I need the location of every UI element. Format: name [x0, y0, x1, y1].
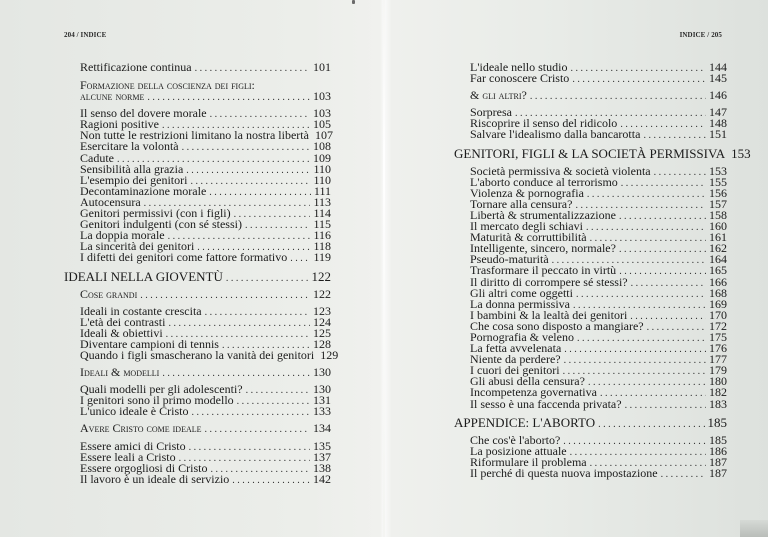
toc-page-number: 119: [313, 250, 331, 265]
toc-section-entry: [80, 91, 331, 102]
dot-leader: [191, 407, 310, 418]
toc-entry-title: Il diritto di corrompere sé stessi?: [470, 274, 628, 289]
toc-entry-title: Gli altri come oggetti: [470, 285, 573, 300]
toc-entry-title: I genitori sono il primo modello: [80, 393, 234, 408]
toc-page-number: 153: [731, 145, 751, 161]
toc-entry-title: La donna permissiva: [470, 296, 570, 311]
dot-leader: [189, 442, 310, 453]
toc-entry-title: Che cosa sono disposto a mangiare?: [470, 318, 644, 333]
toc-entry-title: Decontaminazione morale: [80, 183, 207, 198]
toc-entry-title: Trasformare il peccato in virtù: [470, 263, 617, 278]
toc-entry-title: L'unico ideale è Cristo: [80, 404, 189, 419]
dot-leader: [586, 222, 706, 233]
toc-entry-title: Gli abusi della censura?: [470, 374, 585, 389]
dot-leader: [564, 355, 706, 366]
toc-entry-title: Quali modelli per gli adolescenti?: [80, 382, 243, 397]
dot-leader: [572, 74, 706, 85]
toc-entry-title: Quando i figli smascherano la vanità dei genitori: [80, 347, 315, 362]
toc-page-number: 185: [707, 414, 727, 430]
dot-leader: [147, 92, 310, 103]
toc-entry-title: Ideali & obiettivi: [80, 325, 163, 340]
dot-leader: [290, 253, 310, 264]
dot-leader: [577, 333, 706, 344]
dot-leader: [182, 142, 310, 153]
dot-leader: [246, 385, 310, 396]
toc-entry-title: Il senso del dovere morale: [80, 106, 207, 121]
toc-section-entry: [80, 367, 331, 378]
dot-leader: [232, 475, 310, 486]
dot-leader: [209, 187, 311, 198]
toc-entry-title: Ideali in costante crescita: [80, 303, 202, 318]
toc-page-number: 103: [313, 106, 331, 121]
dot-leader: [598, 418, 704, 431]
toc-section-entry: [80, 423, 331, 434]
toc-entry-title: La posizione attuale: [470, 443, 567, 458]
dot-leader: [619, 211, 706, 222]
toc-page-number: 110: [313, 161, 331, 176]
toc-page-number: 147: [709, 105, 727, 120]
toc-page-number: 129: [320, 347, 339, 362]
toc-entry-title: Esercitare la volontà: [80, 139, 179, 154]
toc-page-number: 134: [313, 421, 331, 436]
toc-entry-title: Violenza & pornografia: [470, 185, 584, 200]
toc-page-number: 108: [313, 139, 331, 154]
dot-leader: [190, 176, 310, 187]
right-running-head: INDICE / 205: [679, 31, 722, 39]
toc-page-number: 156: [709, 185, 727, 200]
toc-entry-title: Il mercato degli schiavi: [470, 219, 583, 234]
toc-entry-title: Autocensura: [80, 194, 141, 209]
toc-entry-title: IDEALI NELLA GIOVENTÙ: [64, 268, 223, 284]
toc-entry-title: Che cos'è l'aborto?: [470, 432, 561, 447]
toc-entry: [80, 62, 331, 73]
toc-page-number: 109: [313, 150, 331, 165]
dot-leader: [570, 63, 706, 74]
toc-page-number: 180: [709, 374, 727, 389]
toc-page-number: 128: [313, 336, 331, 351]
toc-entry-title: Intelligente, sincero, normale?: [470, 241, 616, 256]
toc-page-number: 153: [709, 163, 727, 178]
dot-leader: [621, 178, 706, 189]
toc-entry-title: APPENDICE: L'ABORTO: [454, 414, 596, 430]
toc-entry: [470, 465, 727, 480]
toc-entry-title: Maturità & corruttibilità: [470, 230, 587, 245]
toc-page-number: 179: [709, 363, 727, 378]
toc-entry-title: Tornare alla censura?: [470, 196, 573, 211]
toc-entry-title: Riformulare il problema: [470, 454, 587, 469]
toc-entry: [80, 471, 331, 486]
dot-leader: [195, 63, 310, 74]
toc-page-number: 183: [709, 396, 727, 411]
dot-leader: [631, 278, 706, 289]
toc-entry-title: alcune norme: [80, 89, 145, 104]
toc-page-number: 151: [709, 127, 727, 142]
toc-page-number: 158: [709, 207, 727, 222]
dot-leader: [205, 307, 310, 318]
toc-page-number: 164: [709, 252, 727, 267]
dot-leader: [661, 469, 706, 480]
toc-page-number: 144: [709, 60, 727, 74]
toc-entry-title: Pseudo-maturità: [470, 252, 549, 267]
toc-entry: [470, 73, 727, 84]
toc-page-number: 187: [709, 465, 727, 480]
toc-entry-title: L'età dei contrasti: [80, 314, 166, 329]
toc-page-number: 118: [313, 239, 331, 254]
toc-part-entry: [454, 145, 751, 161]
toc-page-number: 175: [709, 329, 727, 344]
toc-entry-title: Pornografia & veleno: [470, 329, 574, 344]
toc-page-number: 155: [709, 174, 727, 189]
dot-leader: [168, 318, 310, 329]
toc-entry-title: Sorpresa: [470, 105, 512, 120]
toc-page-number: 162: [709, 241, 727, 256]
toc-page-number: 161: [709, 230, 727, 245]
toc-entry-title: Incompetenza governativa: [470, 385, 597, 400]
left-running-head: 204 / INDICE: [64, 31, 107, 39]
toc-entry-title: GENITORI, FIGLI & LA SOCIETÀ PERMISSIVA: [454, 145, 726, 161]
toc-entry-title: I cuori dei genitori: [470, 363, 560, 378]
toc-page-number: 123: [313, 303, 331, 318]
toc-page-number: 105: [313, 117, 331, 132]
toc-page-number: 182: [709, 385, 727, 400]
toc-entry-title: I difetti dei genitori come fattore formativo: [80, 250, 288, 265]
toc-entry-title: Non tutte le restrizioni limitano la nostra libertà: [80, 128, 309, 143]
toc-entry-title: Il lavoro è un ideale di servizio: [80, 471, 230, 486]
dot-leader: [162, 368, 310, 379]
toc-page-number: 138: [313, 460, 331, 475]
dot-leader: [237, 396, 310, 407]
toc-entry-title: Il sesso è una faccenda privata?: [470, 396, 622, 411]
toc-part-entry: [64, 270, 331, 283]
toc-entry-title: Niente da perdere?: [470, 352, 561, 367]
toc-entry-title: La sincerità dei genitori: [80, 239, 195, 254]
dot-leader: [563, 436, 706, 447]
toc-entry-title: Sensibilità alla grazia: [80, 161, 184, 176]
toc-entry-title: Essere leali a Cristo: [80, 449, 176, 464]
toc-page-number: 176: [709, 341, 727, 356]
toc-page-number: 186: [709, 443, 727, 458]
toc-entry: [80, 141, 331, 152]
toc-page-number: 157: [709, 196, 727, 211]
toc-entry: [80, 347, 339, 362]
toc-page-number: 166: [709, 274, 727, 289]
toc-page-number: 107: [314, 128, 333, 143]
toc-page-number: 172: [709, 318, 727, 333]
toc-page-number: 146: [709, 88, 727, 103]
toc-entry: [80, 406, 331, 417]
toc-section-heading: Formazione della coscienza dei figli:: [80, 78, 255, 93]
toc-page-number: 101: [313, 60, 331, 74]
dot-leader: [654, 167, 706, 178]
toc-page-number: 122: [313, 286, 331, 301]
dot-leader: [647, 322, 706, 333]
toc-section-entry: [80, 286, 331, 301]
dot-leader: [245, 220, 310, 231]
toc-page-number: 165: [709, 263, 727, 278]
toc-page-number: 169: [709, 296, 727, 311]
toc-page-number: 170: [709, 307, 727, 322]
dot-leader: [576, 289, 706, 300]
dot-leader: [226, 272, 309, 285]
toc-page-number: 114: [313, 206, 331, 221]
dot-leader: [570, 447, 706, 458]
toc-page-number: 111: [313, 183, 331, 198]
left-toc: [64, 60, 339, 486]
toc-page-number: 185: [709, 432, 727, 447]
toc-entry-title: Libertà & strumentalizzazione: [470, 207, 616, 222]
toc-page-number: 168: [709, 285, 727, 300]
toc-entry-title: Genitori permissivi (con i figli): [80, 206, 231, 221]
toc-page-number: 122: [311, 268, 331, 284]
toc-page-number: 137: [313, 449, 331, 464]
toc-page-number: 177: [709, 352, 727, 367]
dot-leader: [205, 424, 310, 435]
toc-page-number: 133: [313, 404, 331, 419]
toc-part-entry: [454, 416, 727, 429]
toc-entry-title: Riscoprire il senso del ridicolo: [470, 116, 618, 131]
toc-entry-title: Diventare campioni di tennis: [80, 336, 219, 351]
toc-page-number: 130: [313, 365, 331, 380]
toc-section-entry: [470, 90, 727, 101]
dot-leader: [625, 400, 706, 411]
toc-page-number: 103: [313, 89, 331, 104]
toc-page-number: 113: [313, 194, 331, 209]
toc-entry-title: La fetta avvelenata: [470, 341, 562, 356]
toc-entry-title: Ragioni positive: [80, 117, 159, 132]
toc-entry-title: La doppia morale: [80, 228, 165, 243]
page-shadow: [740, 520, 768, 537]
toc-page-number: 124: [313, 314, 331, 329]
dot-leader: [619, 244, 706, 255]
toc-entry: [80, 252, 331, 263]
dot-leader: [643, 130, 706, 141]
toc-entry-title: & gli altri?: [470, 88, 527, 103]
dot-leader: [530, 91, 706, 102]
dot-leader: [564, 344, 706, 355]
toc-entry-title: Il perché di questa nuova impostazione: [470, 465, 658, 480]
toc-page-number: 160: [709, 219, 727, 234]
dot-leader: [587, 189, 706, 200]
toc-entry-title: L'esempio dei genitori: [80, 172, 188, 187]
toc-entry-title: Cose grandi: [80, 286, 138, 301]
toc-entry-title: Cadute: [80, 150, 114, 165]
dot-leader: [588, 377, 706, 388]
toc-page-number: 110: [313, 172, 331, 187]
toc-entry-title: Essere orgogliosi di Cristo: [80, 460, 208, 475]
dot-leader: [140, 290, 310, 301]
toc-entry-title: Salvare l'idealismo dalla bancarotta: [470, 127, 641, 142]
dot-leader: [619, 266, 706, 277]
toc-page-number: 125: [313, 325, 331, 340]
dot-leader: [186, 165, 310, 176]
toc-page-number: 142: [313, 471, 331, 486]
right-toc: [454, 60, 751, 480]
toc-page-number: 148: [709, 116, 727, 131]
dot-leader: [234, 209, 311, 220]
toc-page-number: 115: [313, 217, 331, 232]
toc-entry-title: Far conoscere Cristo: [470, 71, 570, 86]
toc-page-number: 116: [313, 228, 331, 243]
toc-page-number: 130: [313, 382, 331, 397]
toc-entry-title: Essere amici di Cristo: [80, 438, 186, 453]
toc-entry-title: Società permissiva & società violenta: [470, 163, 651, 178]
toc-entry-title: Ideali & modelli: [80, 365, 160, 380]
toc-page-number: 135: [313, 438, 331, 453]
toc-page-number: 187: [709, 454, 727, 469]
toc-entry-title: I bambini & la lealtà dei genitori: [470, 307, 628, 322]
toc-entry-title: Avere Cristo come ideale: [80, 421, 202, 436]
toc-entry: [470, 129, 727, 140]
toc-entry-title: L'ideale nello studio: [470, 60, 568, 74]
dot-leader: [210, 109, 310, 120]
toc-entry-title: Rettificazione continua: [80, 60, 192, 74]
toc-page-number: 131: [313, 393, 331, 408]
toc-entry-title: Genitori indulgenti (con sé stessi): [80, 217, 242, 232]
toc-page-number: 145: [709, 71, 727, 86]
toc-entry-title: L'aborto conduce al terrorismo: [470, 174, 618, 189]
toc-entry: [470, 396, 727, 411]
